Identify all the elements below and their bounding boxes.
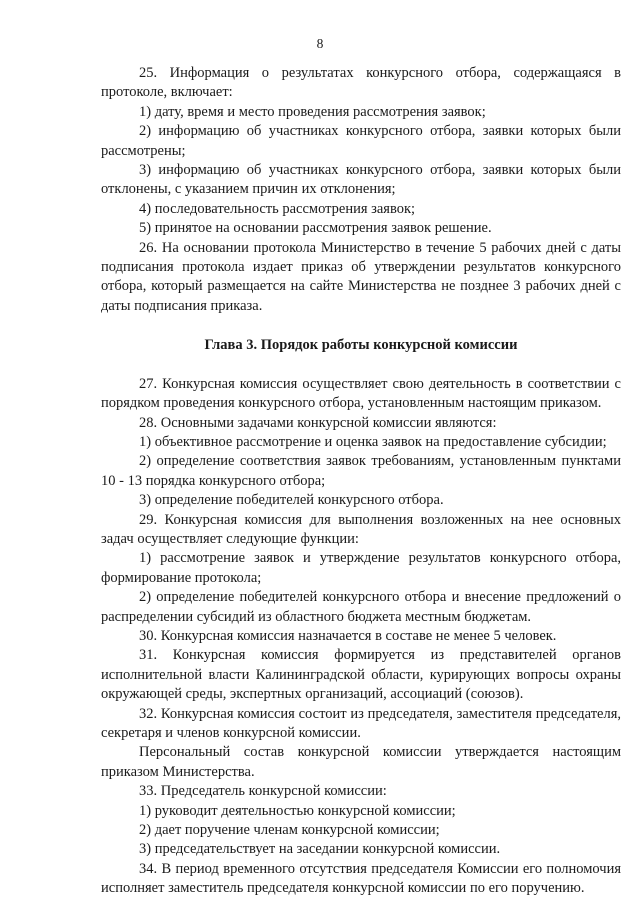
list-item: 1) объективное рассмотрение и оценка заявок на предоставление субсидии; [139, 433, 607, 450]
list-item: 2) дает поручение членам конкурсной комиссии; [139, 822, 440, 839]
paragraph-30: 30. Конкурсная комиссия назначается в составе не менее 5 человек. [139, 627, 557, 644]
list-item: 2) определение соответствия заявок требованиям, установленным пунктами 10 - 13 порядка конкурсного отбора; [101, 453, 621, 489]
list-item: 3) определение победителей конкурсного отбора. [139, 492, 444, 509]
paragraph-34: 34. В период временного отсутствия председателя Комиссии его полномочия исполняет заместитель председателя конкурсной комиссии по его поручению. [101, 860, 621, 897]
paragraph-25: 25. Информация о результатах конкурсного отбора, содержащаяся в протоколе, включает: [101, 65, 621, 101]
paragraph-29: 29. Конкурсная комиссия для выполнения возложенных на нее основных задач осуществляет следующие функции: [101, 511, 621, 547]
list-item: 1) руководит деятельностью конкурсной комиссии; [139, 802, 456, 819]
paragraph-33: 33. Председатель конкурсной комиссии: [139, 783, 387, 800]
list-item: 5) принятое на основании рассмотрения заявок решение. [139, 220, 492, 237]
paragraph-personal-composition: Персональный состав конкурсной комиссии утверждается настоящим приказом Министерства. [101, 744, 621, 780]
page-number: 8 [316, 36, 324, 51]
list-item: 3) председательствует на заседании конкурсной комиссии. [139, 841, 501, 858]
paragraph-27: 27. Конкурсная комиссия осуществляет свою деятельность в соответствии с порядком проведения конкурсного отбора, установленным настоящим приказом. [101, 375, 621, 412]
paragraph-32: 32. Конкурсная комиссия состоит из председателя, заместителя председателя, секретаря и членов конкурсной комиссии. [101, 705, 621, 741]
paragraph-26: 26. На основании протокола Министерство в течение 5 рабочих дней с даты подписания протокола издает приказ об утверждении результатов конкурсного отбора, который размещается на сайте Министерства не позднее 3 рабочих дней с даты подписания приказа. [101, 239, 621, 314]
list-item: 1) рассмотрение заявок и утверждение результатов конкурсного отбора, формирование протокола; [101, 550, 621, 586]
list-item: 2) определение победителей конкурсного отбора и внесение предложений о распределении субсидий из областного бюджета местным бюджетам. [101, 589, 621, 625]
document-body [101, 64, 621, 899]
list-item: 2) информацию об участниках конкурсного отбора, заявки которых были рассмотрены; [101, 123, 621, 159]
list-item: 4) последовательность рассмотрения заявок; [139, 200, 416, 217]
list-item: 3) информацию об участниках конкурсного отбора, заявки которых были отклонены, с указанием причин их отклонения; [101, 162, 621, 198]
paragraph-31: 31. Конкурсная комиссия формируется из представителей органов исполнительной власти Калининградской области, курирующих вопросы охраны окружающей среды, экспертных организаций, ассоциаций (союзов). [101, 647, 621, 703]
chapter-heading: Глава 3. Порядок работы конкурсной комиссии [204, 337, 518, 354]
paragraph-28: 28. Основными задачами конкурсной комиссии являются: [139, 414, 497, 431]
list-item: 1) дату, время и место проведения рассмотрения заявок; [139, 103, 486, 120]
